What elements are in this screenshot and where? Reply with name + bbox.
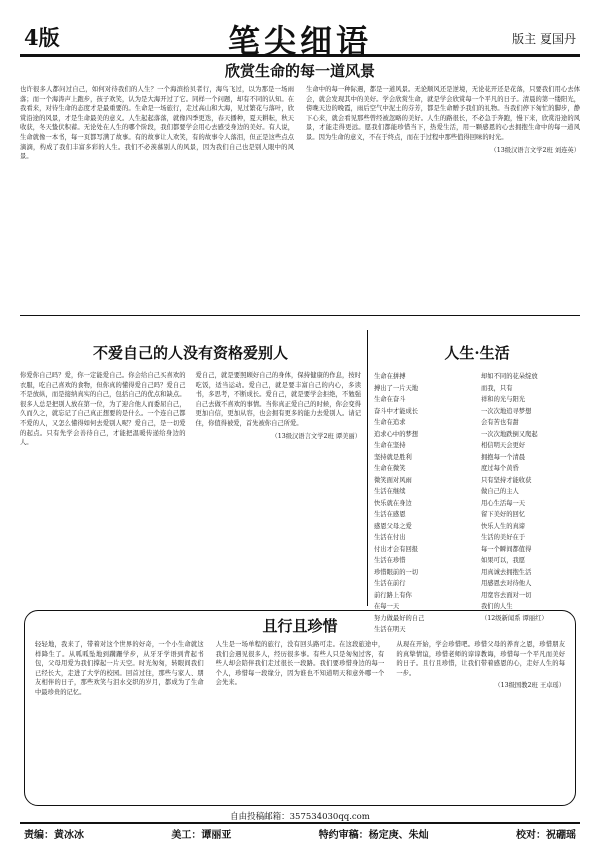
poem-line: 生活在明天: [374, 626, 406, 633]
poem-line: 生命在微笑: [374, 465, 406, 472]
poem-line: 用感恩去对待他人: [481, 580, 532, 587]
poem-line: 用宽容去面对一切: [481, 591, 532, 599]
credit-editor: 责编：黄冰冰: [24, 829, 84, 841]
poem-line: 快乐人生的真谛: [481, 522, 526, 530]
submission-email: 自由投稿邮箱：357534030qq.com: [230, 812, 370, 822]
poem-life: [374, 330, 580, 633]
poem-line: 相信明天会更好: [481, 442, 526, 449]
poem-line: （12级新闻系 谭丽红）: [481, 614, 548, 622]
poem-line: 生命在奋斗: [374, 396, 406, 403]
article-columns: [20, 371, 361, 448]
poem-line: 祥和的光与阳光: [481, 396, 526, 403]
poem-right-column: [481, 371, 580, 636]
poem-line: 生命在坚持: [374, 442, 406, 449]
poem-line: 却如不同的花朵绽放: [481, 373, 538, 380]
poem-line: 生命在拼搏: [374, 373, 406, 380]
article-columns: [20, 85, 580, 162]
poem-line: 付出才会有回报: [374, 545, 419, 553]
poem-line: 只有坚持才能收获: [481, 476, 532, 484]
poem-line: 努力做最好的自己: [374, 614, 425, 622]
masthead: [20, 18, 580, 60]
poem-line: 生活在继续: [374, 488, 406, 495]
poem-line: 用心生活每一天: [481, 499, 526, 507]
page-title: 笔尖细语: [227, 22, 372, 60]
article-appreciate-life: [20, 58, 580, 316]
poem-line: 一次次地追寻梦想: [481, 407, 532, 415]
article-body-col2-wrap: [306, 85, 580, 162]
poem-line: 每一个瞬间都值得: [481, 545, 532, 553]
credit-proofreader: 校对：祝硼瑶: [515, 829, 576, 841]
poem-line: 度过每个黄昏: [481, 465, 519, 472]
article-love-yourself: [20, 330, 368, 606]
poem-line: 拥抱每一个清晨: [481, 453, 526, 461]
article-body-col2-wrap: [196, 371, 362, 448]
poem-line: 留下美好的回忆: [481, 511, 526, 518]
poem-title: 人生·生活: [444, 344, 510, 362]
article-body-col1: 也许很多人都问过自己，如何对待我们的人生？一个海滨拾贝者行，海鸟飞过，以为那是一场雨落；而一个海涛声上跑步，孩子欢笑，认为是大海开过了它。同样一个问题，却有不同的认知。在我看来，对待生命的态度才是最重要的。生命是一场旅行，走过高山和大海，见过繁花与落叶，欣赏沿途的风景，才是生命最美的意义。人生起起落落，就像四季更迭，春天播种，夏天耕耘，秋天收获，冬天蛰伏积蓄。无论处在人生的哪个阶段，我们都要学会用心去感受身边的美好。有人说，生命就像一本书，每一页都写满了故事。有的故事让人欢笑，有的故事令人落泪，但正是这些点点滴滴，构成了我们丰富多彩的人生。我们不必羡慕别人的风景，因为我们自己也是别人眼中的风景。: [20, 86, 294, 161]
article-columns: [35, 640, 565, 698]
poem-line: 我们的人生: [481, 603, 513, 610]
poem-columns: [374, 371, 580, 636]
article-title: 不爱自己的人没有资格爱别人: [92, 344, 288, 362]
article-body-col2: 爱自己，就是要照顾好自己的身体，保持健康的作息，按时吃饭，适当运动。爱自己，就是要丰富自己的内心，多读书，多思考，不断成长。爱自己，就是要学会拒绝，不勉强自己去做不喜欢的事情。当你真正爱自己的时候，你会变得更加自信，更加从容，也会拥有更多的能力去爱别人。请记住，你值得被爱，首先被你自己所爱。: [195, 372, 361, 427]
poem-line: 会有苦也有甜: [481, 419, 519, 426]
poem-line: 珍惜眼前的一切: [374, 568, 419, 576]
poem-line: 生活在前行: [374, 580, 406, 587]
article-byline: （13级国教2班 王卓瑶）: [494, 682, 566, 690]
page-host: 版主 夏国丹: [512, 32, 576, 46]
article-body-col1: 你爱你自己吗？爱，你一定能爱自己。你会给自己买喜欢的衣服，吃自己喜欢的食物，但你真的懂得爱自己吗？爱自己不是放纵，而是接纳真实的自己，包括自己的优点和缺点。很多人总是把别人放在第一位，为了迎合他人而委屈自己，久而久之，就忘记了自己真正想要的是什么。一个连自己都不爱的人，又怎么懂得如何去爱别人呢？爱自己，是一切爱的起点。只有先学会善待自己，才能把温暖传递给身边的人。: [20, 372, 186, 447]
poem-left-column: [374, 371, 473, 636]
credits-bar: [20, 822, 580, 842]
poem-line: 生活在付出: [374, 534, 406, 541]
poem-line: 在每一天: [374, 603, 400, 610]
article-body-col2: 生命中的每一种际遇，都是一道风景。无论顺风还是逆境，无论花开还是花落，只要我们用心去体会，就会发现其中的美好。学会欣赏生命，就是学会欣赏每一个平凡的日子。清晨的第一缕阳光，傍晚天边的晚霞，雨后空气中泥土的芬芳，都是生命赠予我们的礼物。当我们停下匆忙的脚步，静下心来，就会看见那些曾经被忽略的美好。人生的路很长，不必急于奔跑，慢下来，欣赏沿途的风景，才能走得更远。愿我们都能珍惜当下，热爱生活，用一颗感恩的心去拥抱生命中的每一道风景。因为生命的意义，不在于终点，而在于过程中那些值得回味的时光。: [306, 86, 580, 141]
article-body-col3-wrap: [396, 640, 565, 698]
article-byline: （13级汉语言文学2班 谭美丽）: [271, 432, 361, 440]
poem-line: 快乐就在身边: [374, 499, 412, 507]
poem-line: 前行路上有你: [374, 591, 412, 599]
article-body-col2: 人生是一场单程的旅行，没有回头路可走。在这段旅途中，我们会遇见很多人，经历很多事。有些人只是匆匆过客，有些人却会陪伴我们走过很长一段路。我们要珍惜身边的每一个人，珍惜每一段缘分，因为谁也不知道明天和意外哪一个会先来。: [215, 641, 385, 687]
poem-line: 奋斗中才能成长: [374, 407, 419, 415]
poem-line: 搏出了一片天地: [374, 384, 419, 392]
poem-line: 生活的美好在于: [481, 534, 526, 541]
poem-line: 生活在珍惜: [374, 557, 406, 564]
poem-line: 做自己的主人: [481, 488, 519, 495]
article-title: 欣赏生命的每一道风景: [224, 62, 375, 80]
poem-line: 生命在追求: [374, 419, 406, 426]
poem-line: 微笑面对风雨: [374, 476, 412, 484]
article-title: 且行且珍惜: [262, 617, 338, 635]
poem-line: 如果可以，我愿: [481, 557, 526, 564]
poem-line: 用真诚去拥抱生活: [481, 568, 532, 576]
poem-line: 感恩父母之爱: [374, 522, 412, 530]
poem-line: 一次次地跌倒又爬起: [481, 430, 538, 438]
poem-line: 生活在感恩: [374, 511, 406, 518]
article-cherish: [24, 610, 576, 806]
poem-line: 坚持就是胜利: [374, 453, 412, 461]
edition-number: 4版: [24, 25, 60, 50]
credit-art: 美工：谭丽亚: [171, 829, 232, 841]
article-byline: （13级汉语言文学2班 刘连英）: [490, 146, 580, 154]
article-body-col3: 从现在开始，学会珍惜吧。珍惜父母的养育之恩，珍惜朋友的真挚情谊，珍惜老师的谆谆教诲，珍惜每一个平凡而美好的日子。且行且珍惜，让我们带着感恩的心，走好人生的每一步。: [396, 641, 566, 677]
credit-reviewer: 特约审稿：杨定庚、朱灿: [318, 829, 429, 841]
poem-line: 而我，只有: [481, 384, 513, 392]
article-body-col1: 轻轻地，我来了，带着对这个世界的好奇，一个小生命就这样降生了。从呱呱坠地到蹒跚学步，从牙牙学语到背起书包，父母用爱为我们撑起一片天空。时光匆匆，转眼间我们已经长大，走进了大学的校园。回首过往，那些与家人、朋友相伴的日子，那些欢笑与泪水交织的岁月，都成为了生命中最珍贵的记忆。: [35, 641, 204, 696]
poem-line: 追求心中的梦想: [374, 430, 419, 438]
